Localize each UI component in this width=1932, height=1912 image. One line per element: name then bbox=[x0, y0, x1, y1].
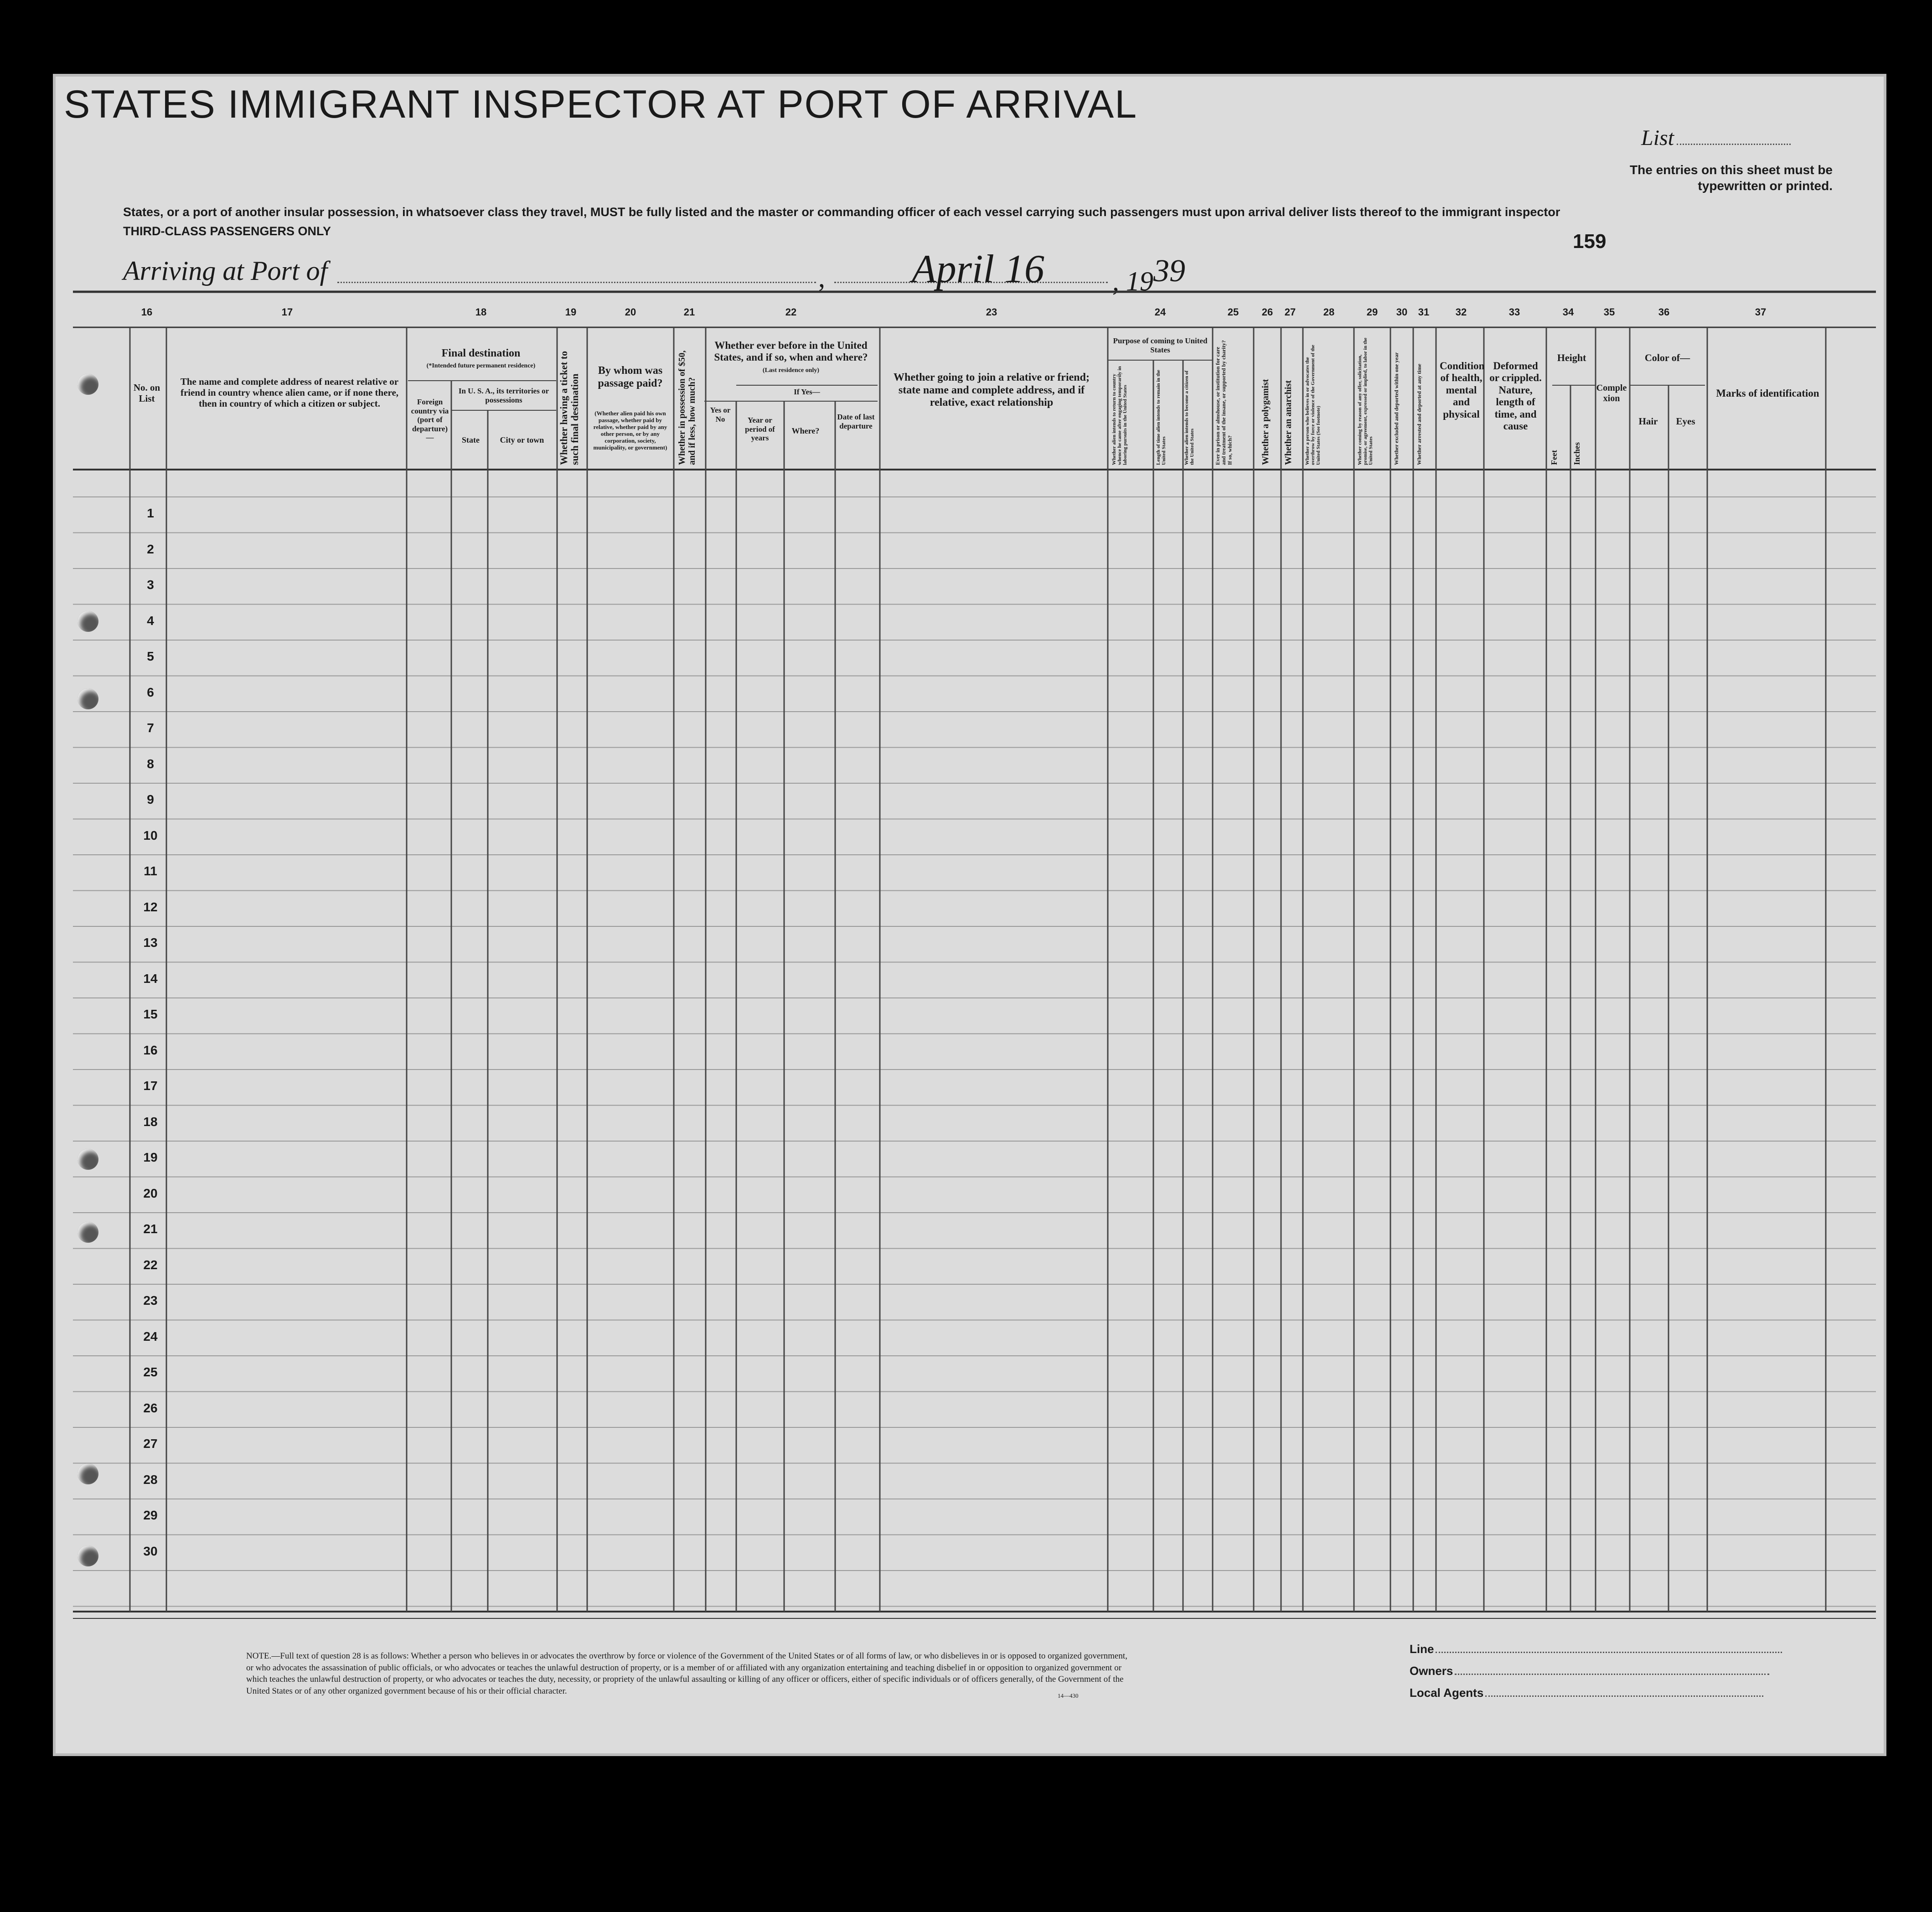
row-number: 22 bbox=[143, 1257, 158, 1272]
col-header-22-date: Date of last departure bbox=[837, 413, 875, 430]
row-number: 29 bbox=[143, 1508, 158, 1522]
row-number: 20 bbox=[143, 1186, 158, 1200]
punch-hole bbox=[77, 1545, 98, 1566]
col-header-26: Whether a polygamist bbox=[1260, 379, 1271, 465]
col-header-18-usa: In U. S. A., its territories or possessions bbox=[458, 387, 549, 404]
col-header-18: Final destination bbox=[441, 347, 521, 359]
punch-hole bbox=[77, 611, 98, 632]
handwritten-date: April 16 bbox=[912, 247, 1044, 291]
row-number: 23 bbox=[143, 1293, 158, 1307]
col-header-36: Color of— bbox=[1644, 352, 1690, 363]
punch-hole bbox=[77, 688, 98, 709]
row-number: 26 bbox=[143, 1400, 158, 1415]
col-header-18-foreign: Foreign country via (port of departure)— bbox=[411, 398, 449, 442]
owners-label: Owners bbox=[1410, 1664, 1769, 1678]
col-header-28: Whether a person who believes in or advocates the overthrow by force or violence of the Government of the United States (See footnote) bbox=[1305, 345, 1322, 465]
col-header-24: Purpose of coming to United States bbox=[1113, 336, 1208, 354]
col-num-18: 18 bbox=[475, 306, 487, 318]
row-number: 25 bbox=[143, 1365, 158, 1379]
col-header-30: Whether excluded and deported within one year bbox=[1393, 352, 1400, 465]
col-num-29: 29 bbox=[1366, 306, 1378, 318]
col-num-21: 21 bbox=[683, 306, 695, 318]
punch-hole bbox=[77, 1222, 98, 1243]
col-header-32: Condition of health, mental and physical bbox=[1440, 360, 1485, 420]
col-num-23: 23 bbox=[986, 306, 997, 318]
row-number: 24 bbox=[143, 1329, 158, 1344]
col-header-18-city: City or town bbox=[500, 435, 544, 444]
col-header-22-period: Year or period of years bbox=[745, 416, 775, 443]
row-number: 5 bbox=[147, 649, 154, 663]
col-header-25: Ever in prison or almshouse, or institution for care and treatment of the insane, or supported by charity? If so, which? bbox=[1214, 340, 1233, 465]
col-header-24b: Length of time alien intends to remain in the United States bbox=[1156, 370, 1167, 465]
col-header-21: Whether in possession of $50, and if less, how much? bbox=[677, 350, 697, 465]
col-num-20: 20 bbox=[625, 306, 636, 318]
page-title: STATES IMMIGRANT INSPECTOR AT PORT OF ARRIVAL bbox=[64, 83, 1138, 126]
port-blank bbox=[337, 282, 816, 283]
manifest-sheet bbox=[56, 77, 1884, 1753]
port-label: Arriving at Port of bbox=[123, 256, 328, 286]
col-header-17: The name and complete address of nearest relative or friend in country whence alien came, or if none there, then in country of which a citizen or subject. bbox=[180, 376, 399, 409]
subtitle: States, or a port of another insular possession, in whatsoever class they travel, MUST be fully listed and the master or commanding officer of each vessel carrying such passengers must upon arrival deliver lists thereof to the immigrant inspector bbox=[123, 205, 1560, 219]
col-header-24c: Whether alien intends to become a citizen of the United States bbox=[1184, 370, 1195, 465]
col-num-30: 30 bbox=[1396, 306, 1408, 318]
col-header-20: By whom was passage paid? bbox=[598, 365, 663, 389]
col-num-24: 24 bbox=[1154, 306, 1166, 318]
col-header-34-feet: Feet bbox=[1550, 450, 1559, 465]
col-num-31: 31 bbox=[1418, 306, 1430, 318]
row-number: 17 bbox=[143, 1079, 158, 1093]
col-header-22-sub: (Last residence only) bbox=[762, 367, 820, 374]
col-num-22: 22 bbox=[785, 306, 797, 318]
col-header-33: Deformed or crippled. Nature, length of time, and cause bbox=[1489, 360, 1542, 432]
row-number: 27 bbox=[143, 1437, 158, 1451]
row-number: 2 bbox=[147, 542, 154, 556]
col-header-31: Whether arrested and deported at any time bbox=[1416, 363, 1422, 465]
col-num-19: 19 bbox=[565, 306, 577, 318]
col-num-28: 28 bbox=[1323, 306, 1335, 318]
row-number: 4 bbox=[147, 613, 154, 628]
col-header-29: Whether coming by reason of any offer, solicitation, promise, or agreement, expressed or implied, to labor in the United States bbox=[1357, 337, 1374, 465]
col-header-37: Marks of identification bbox=[1716, 388, 1819, 399]
col-num-34: 34 bbox=[1562, 306, 1574, 318]
row-number: 30 bbox=[143, 1544, 158, 1558]
row-number: 11 bbox=[144, 864, 157, 878]
row-number: 1 bbox=[147, 506, 154, 520]
year: , 1939 bbox=[1112, 253, 1185, 296]
col-num-26: 26 bbox=[1261, 306, 1273, 318]
punch-hole bbox=[77, 1149, 98, 1170]
col-num-33: 33 bbox=[1508, 306, 1520, 318]
row-number: 16 bbox=[143, 1043, 158, 1057]
col-header-20-sub: (Whether alien paid his own passage, whether paid by relative, whether paid by any other person, or by any corporation, society, municipality, or government) bbox=[593, 410, 667, 451]
col-header-18-sub: (*Intended future permanent residence) bbox=[426, 362, 536, 369]
col-num-17: 17 bbox=[281, 306, 293, 318]
local-agents-label: Local Agents bbox=[1410, 1686, 1763, 1700]
row-number: 21 bbox=[143, 1222, 158, 1236]
punch-hole bbox=[77, 374, 98, 395]
row-number: 15 bbox=[143, 1007, 158, 1021]
col-header-36-hair: Hair bbox=[1638, 416, 1658, 427]
entries-note: The entries on this sheet must be typewritten or printed. bbox=[1630, 163, 1833, 193]
row-number: 8 bbox=[147, 756, 154, 771]
row-number: 10 bbox=[143, 828, 158, 842]
col-header-22: Whether ever before in the United States, and if so, when and where? bbox=[714, 340, 868, 363]
col-num-35: 35 bbox=[1603, 306, 1615, 318]
punch-hole bbox=[77, 1463, 98, 1484]
col-num-16: 16 bbox=[141, 306, 153, 318]
col-header-27: Whether an anarchist bbox=[1283, 380, 1293, 465]
col-num-36: 36 bbox=[1658, 306, 1670, 318]
col-header-23: Whether going to join a relative or friend; state name and complete address, and if relative, exact relationship bbox=[894, 372, 1090, 409]
col-num-37: 37 bbox=[1755, 306, 1767, 318]
footnote: NOTE.—Full text of question 28 is as follows: Whether a person who believes in or advocates the overthrow by force or violence of the Government of the United States or of all forms of law, or who disbelieves in or is opposed to organized government, or who advocates the assassination of public officials, or who advocates or teaches the unlawful destruction of property, or is a member of or affiliated with any organization entertaining and teaching disbelief in or opposition to organized government or which teaches the unlawful destruction of property, or who advocates or teaches the duty, necessity, or propriety of the unlawful assaulting or killing of any officer or officers, either of specific individuals or of officers generally, of the Government of the United States or of any other organized government because of his or their official character. bbox=[246, 1651, 1127, 1696]
list-label: List bbox=[1641, 125, 1791, 150]
row-number: 12 bbox=[143, 899, 158, 914]
row-number: 3 bbox=[147, 578, 154, 592]
row-number: 19 bbox=[143, 1150, 158, 1164]
row-number: 9 bbox=[147, 792, 154, 806]
row-number: 18 bbox=[143, 1114, 158, 1129]
row-number: 28 bbox=[143, 1472, 158, 1487]
col-header-16: No. on List bbox=[133, 382, 160, 404]
col-header-24a: Whether alien intends to return to country whence he came after engaging temporarily in laboring pursuits in the United States bbox=[1111, 366, 1128, 465]
row-number: 13 bbox=[143, 935, 158, 950]
line-label: Line bbox=[1410, 1642, 1782, 1656]
class-line: THIRD-CLASS PASSENGERS ONLY bbox=[123, 224, 331, 238]
col-num-32: 32 bbox=[1455, 306, 1467, 318]
col-num-27: 27 bbox=[1284, 306, 1296, 318]
col-header-36-eyes: Eyes bbox=[1676, 416, 1695, 427]
col-header-34-inches: Inches bbox=[1572, 442, 1581, 465]
col-header-35: Complexion bbox=[1596, 383, 1627, 403]
col-header-19: Whether having a ticket to such final destination bbox=[558, 351, 581, 465]
row-number: 14 bbox=[143, 971, 158, 986]
col-num-25: 25 bbox=[1227, 306, 1239, 318]
row-number: 7 bbox=[147, 721, 154, 735]
sheet-number: 159 bbox=[1573, 230, 1607, 253]
col-header-22-yesno: Yes or No bbox=[710, 406, 731, 424]
form-code: 14—430 bbox=[1058, 1692, 1079, 1699]
col-header-34: Height bbox=[1557, 352, 1586, 363]
col-header-22-ifyes: If Yes— bbox=[794, 388, 820, 396]
comma: , bbox=[818, 263, 825, 293]
col-header-22-where: Where? bbox=[791, 426, 820, 435]
col-header-18-state: State bbox=[462, 435, 480, 444]
row-number: 6 bbox=[147, 685, 154, 699]
